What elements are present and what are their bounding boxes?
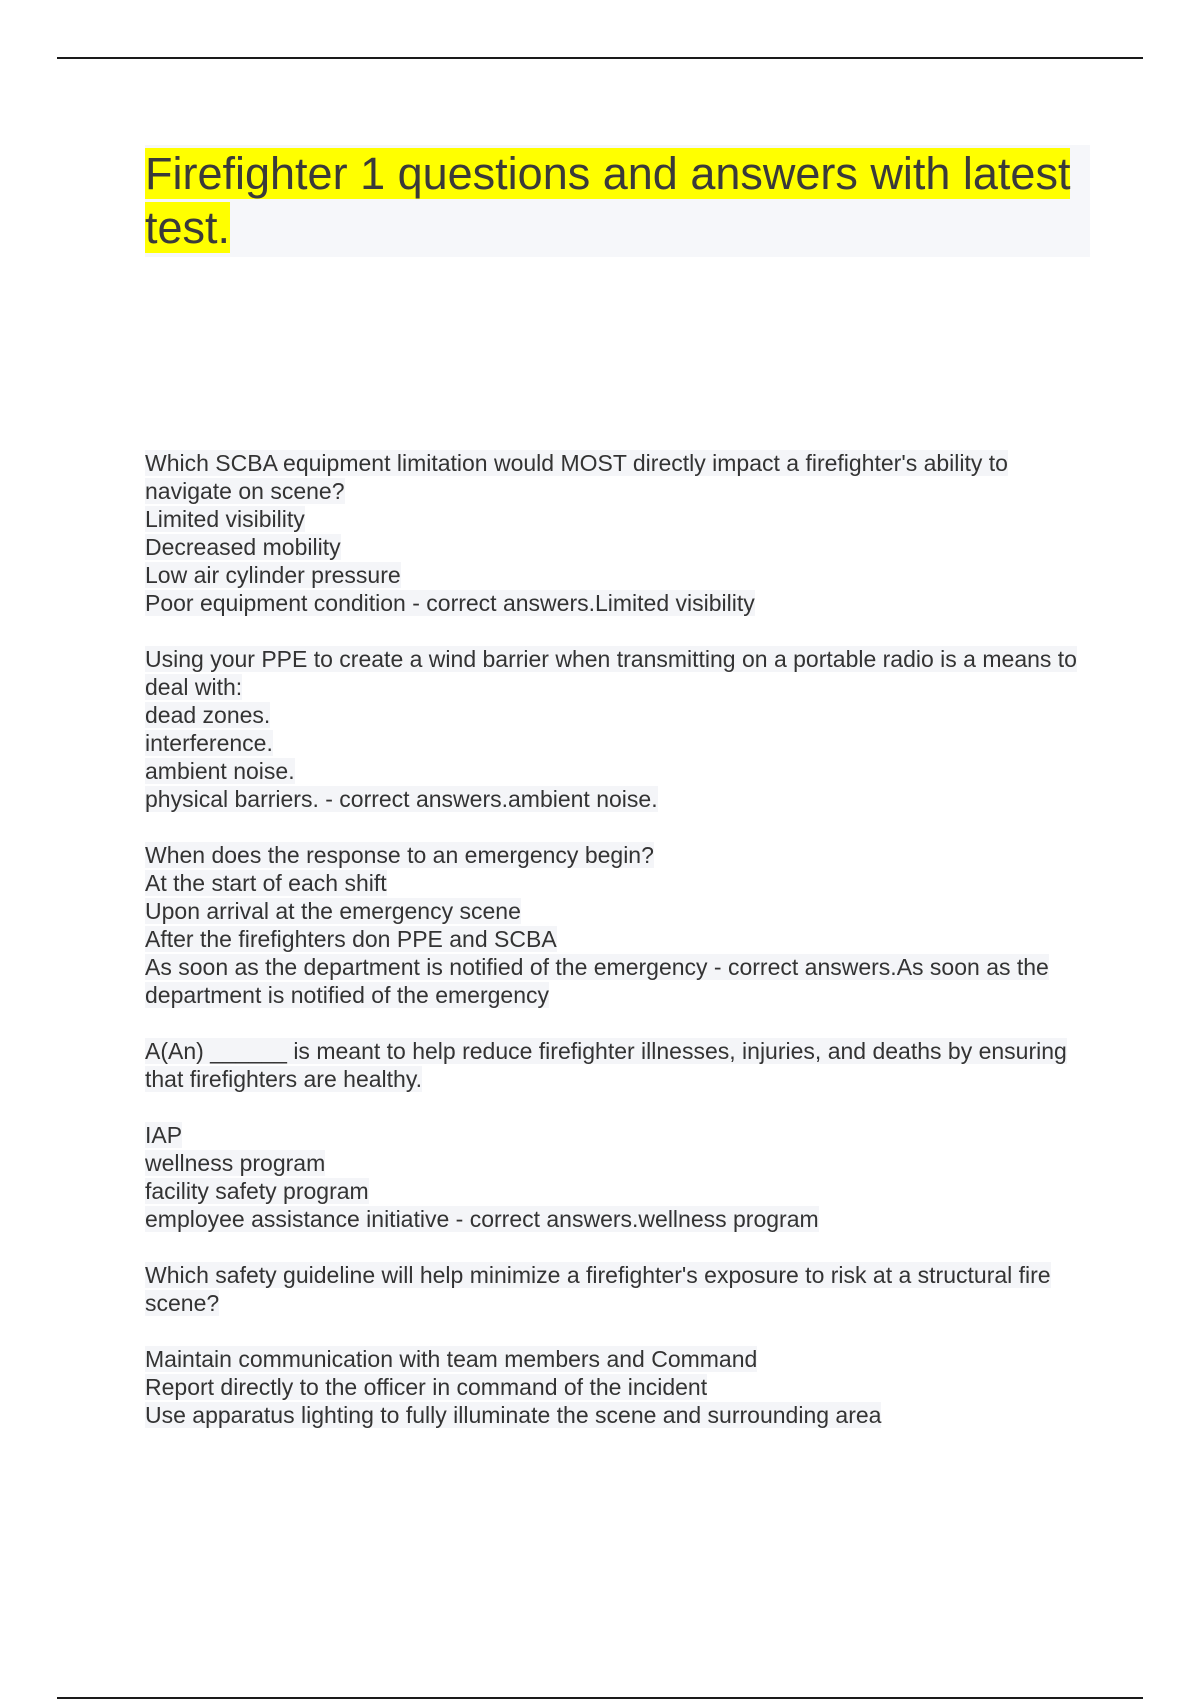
answer-option: interference. [145,730,273,756]
answer-option: wellness program [145,1150,326,1176]
title-block [145,145,1090,257]
answer-option: At the start of each shift [145,870,387,896]
qa-content [145,449,1080,1457]
question-text: When does the response to an emergency begin? [145,842,654,868]
document-title: Firefighter 1 questions and answers with latest test. [145,148,1071,253]
answer-option: Decreased mobility [145,534,341,560]
qa-item-1 [145,449,1080,617]
answer-option: As soon as the department is notified of the emergency - correct answers.As soon as the department is notified of the emergency [145,954,1049,1008]
qa-item-3 [145,841,1080,1009]
answer-option: IAP [145,1122,183,1148]
qa-item-4 [145,1037,1080,1233]
answer-option: facility safety program [145,1178,369,1204]
answer-option: Poor equipment condition - correct answers.Limited visibility [145,590,755,616]
spacer [145,1093,1080,1121]
answer-option: After the firefighters don PPE and SCBA [145,926,557,952]
answer-option: Use apparatus lighting to fully illuminate the scene and surrounding area [145,1402,882,1428]
question-text: Using your PPE to create a wind barrier when transmitting on a portable radio is a means to deal with: [145,646,1077,700]
qa-item-5 [145,1261,1080,1429]
qa-item-2 [145,645,1080,813]
top-rule [57,57,1143,59]
answer-option: dead zones. [145,702,271,728]
answer-option: ambient noise. [145,758,295,784]
answer-option: physical barriers. - correct answers.ambient noise. [145,786,658,812]
answer-option: Low air cylinder pressure [145,562,401,588]
question-text: Which SCBA equipment limitation would MOST directly impact a firefighter's ability to navigate on scene? [145,450,1008,504]
answer-option: Upon arrival at the emergency scene [145,898,521,924]
question-text: A(An) ______ is meant to help reduce firefighter illnesses, injuries, and deaths by ensuring that firefighters are healthy. [145,1038,1067,1092]
bottom-rule [57,1697,1143,1699]
answer-option: Report directly to the officer in command of the incident [145,1374,708,1400]
spacer [145,1317,1080,1345]
answer-option: Limited visibility [145,506,305,532]
answer-option: employee assistance initiative - correct answers.wellness program [145,1206,819,1232]
question-text: Which safety guideline will help minimize a firefighter's exposure to risk at a structural fire scene? [145,1262,1051,1316]
answer-option: Maintain communication with team members and Command [145,1346,758,1372]
